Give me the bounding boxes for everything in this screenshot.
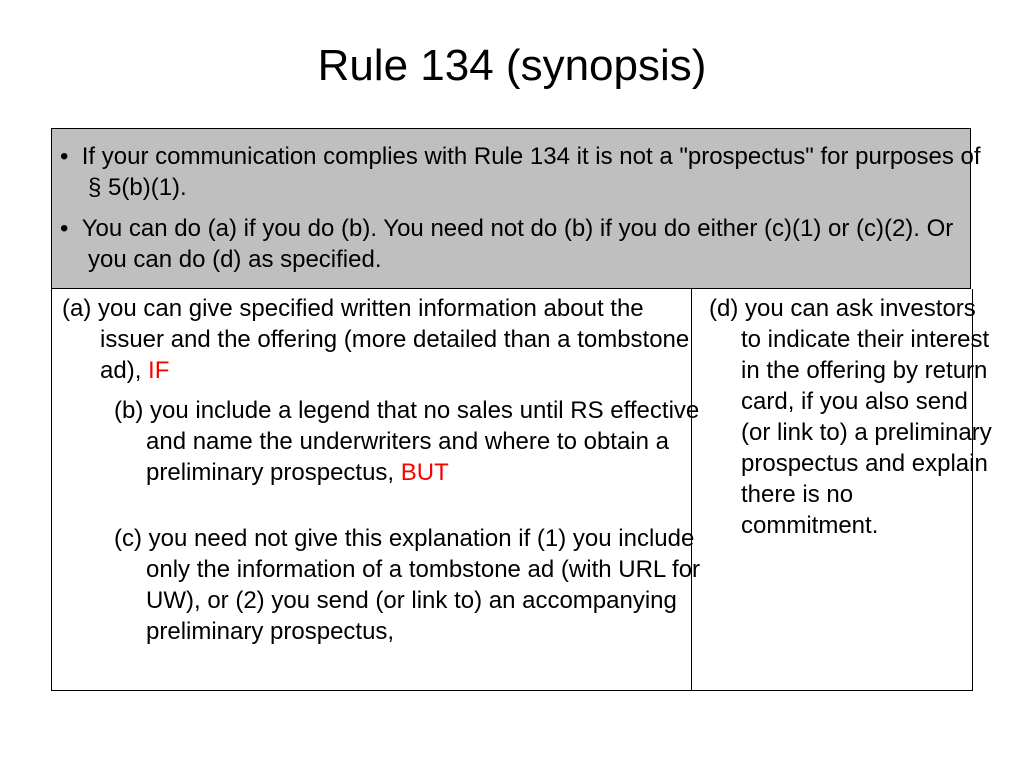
item-a (62, 293, 700, 386)
item-b-text: (b) you include a legend that no sales until RS effective and name the underwriters and where to obtain a preliminary prospectus, (114, 397, 700, 486)
item-b (114, 395, 716, 488)
item-b-keyword: BUT (400, 459, 449, 486)
summary-box (51, 128, 981, 289)
slide-title: Rule 134 (synopsis) (317, 41, 707, 90)
item-a-text: (a) you can give specified written information about the issuer and the offering (more detailed than a tombstone ad), (62, 295, 690, 384)
summary-bullet-2: • You can do (a) if you do (b). You need not do (b) if you do either (c)(1) or (c)(2). Or you can do (d) as specified. (60, 215, 954, 273)
summary-bullet-1-text: If your communication complies with Rule 134 it is not a "prospectus" for purposes of § 5(b)(1). (81, 143, 981, 201)
summary-bullet-1: • If your communication complies with Rule 134 it is not a "prospectus" for purposes of § 5(b)(1). (60, 143, 981, 201)
item-d-text: (d) you can ask investors to indicate their interest in the offering by return card, if you also send (or link to) a preliminary prospectus and explain there is no commitment. (709, 295, 992, 539)
item-d (709, 293, 997, 541)
item-c-text: (c) you need not give this explanation if (1) you include only the information of a tombstone ad (with URL for UW), or (2) you send (or link to) an accompanying preliminary prospectus, (114, 525, 701, 645)
details-table (51, 289, 992, 691)
summary-bullet-2-text: You can do (a) if you do (b). You need not do (b) if you do either (c)(1) or (c)(2). Or you can do (d) as specified. (81, 215, 954, 273)
item-c (114, 523, 716, 647)
item-a-keyword: IF (148, 357, 170, 384)
